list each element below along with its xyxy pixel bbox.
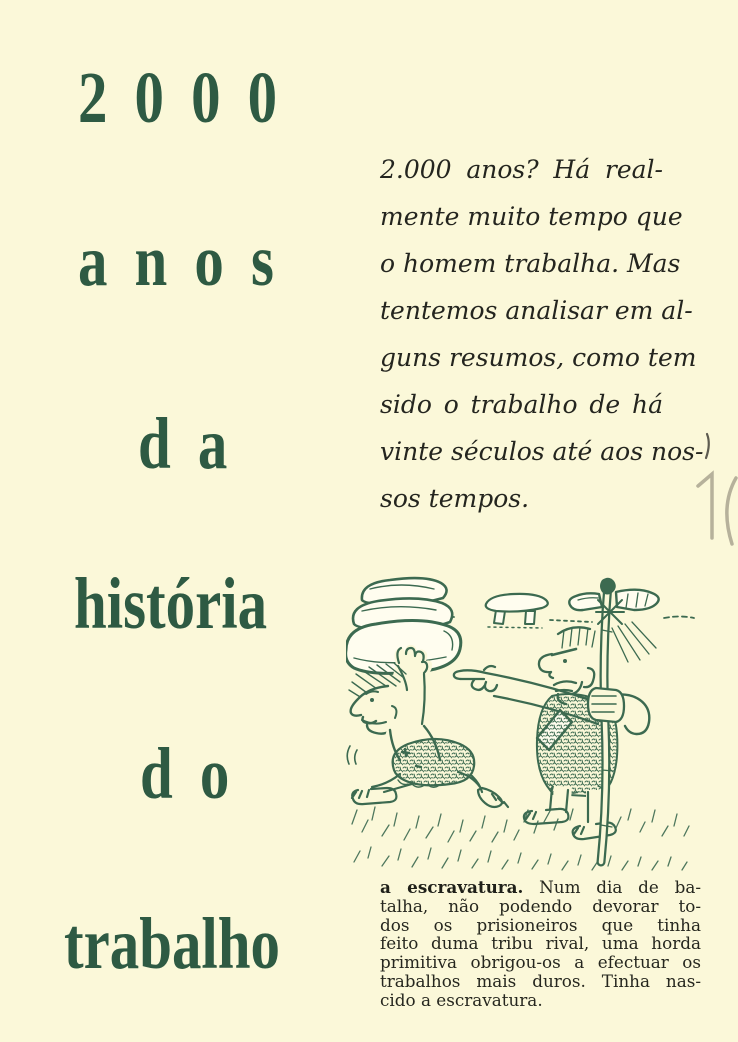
title-line-do: do — [140, 734, 257, 815]
caption-line: primitiva obrigou-os a efectuar os — [380, 952, 701, 973]
intro-line: sido o trabalho de há — [380, 390, 663, 419]
title-line-2000: 2000 — [78, 58, 305, 139]
grass-strokes — [352, 807, 689, 870]
pencil-margin-mark — [692, 420, 738, 560]
intro-line: sos tempos. — [380, 484, 530, 513]
caption-line: feito duma tribu rival, uma horda — [380, 933, 701, 954]
intro-line: guns resumos, como tem — [380, 343, 697, 372]
intro-line: mente muito tempo que — [380, 202, 683, 231]
title-line-anos: anos — [78, 221, 301, 302]
intro-line: vinte séculos até aos nos- — [380, 437, 704, 466]
caption-line: cido a escravatura. — [380, 989, 543, 1010]
intro-line: 2.000 anos? Há real- — [380, 155, 663, 184]
title-line-trabalho: trabalho — [64, 904, 280, 985]
caption-line — [380, 878, 701, 897]
illustration-caption — [380, 878, 701, 1010]
caption-line: talha, não podendo devorar to- — [380, 895, 701, 916]
dolmen — [486, 594, 548, 628]
cavemen-illustration-svg — [346, 570, 706, 875]
grip-hand — [588, 688, 624, 722]
motion-marks — [347, 746, 357, 764]
caption-line: dos os prisioneiros que tinha — [380, 914, 701, 935]
intro-line: tentemos analisar em al- — [380, 296, 693, 325]
caption-lead: a escravatura. — [380, 877, 524, 897]
intro-line: o homem trabalha. Mas — [380, 249, 681, 278]
title-line-da: da — [138, 404, 255, 485]
title-line-historia: história — [74, 564, 268, 645]
frayed-binding — [612, 622, 656, 662]
intro-paragraph — [380, 146, 704, 522]
caption-line-rest: Num dia de ba- — [539, 877, 701, 897]
caption-line: trabalhos mais duros. Tinha nas- — [380, 970, 701, 991]
fur-loincloth — [393, 739, 475, 785]
